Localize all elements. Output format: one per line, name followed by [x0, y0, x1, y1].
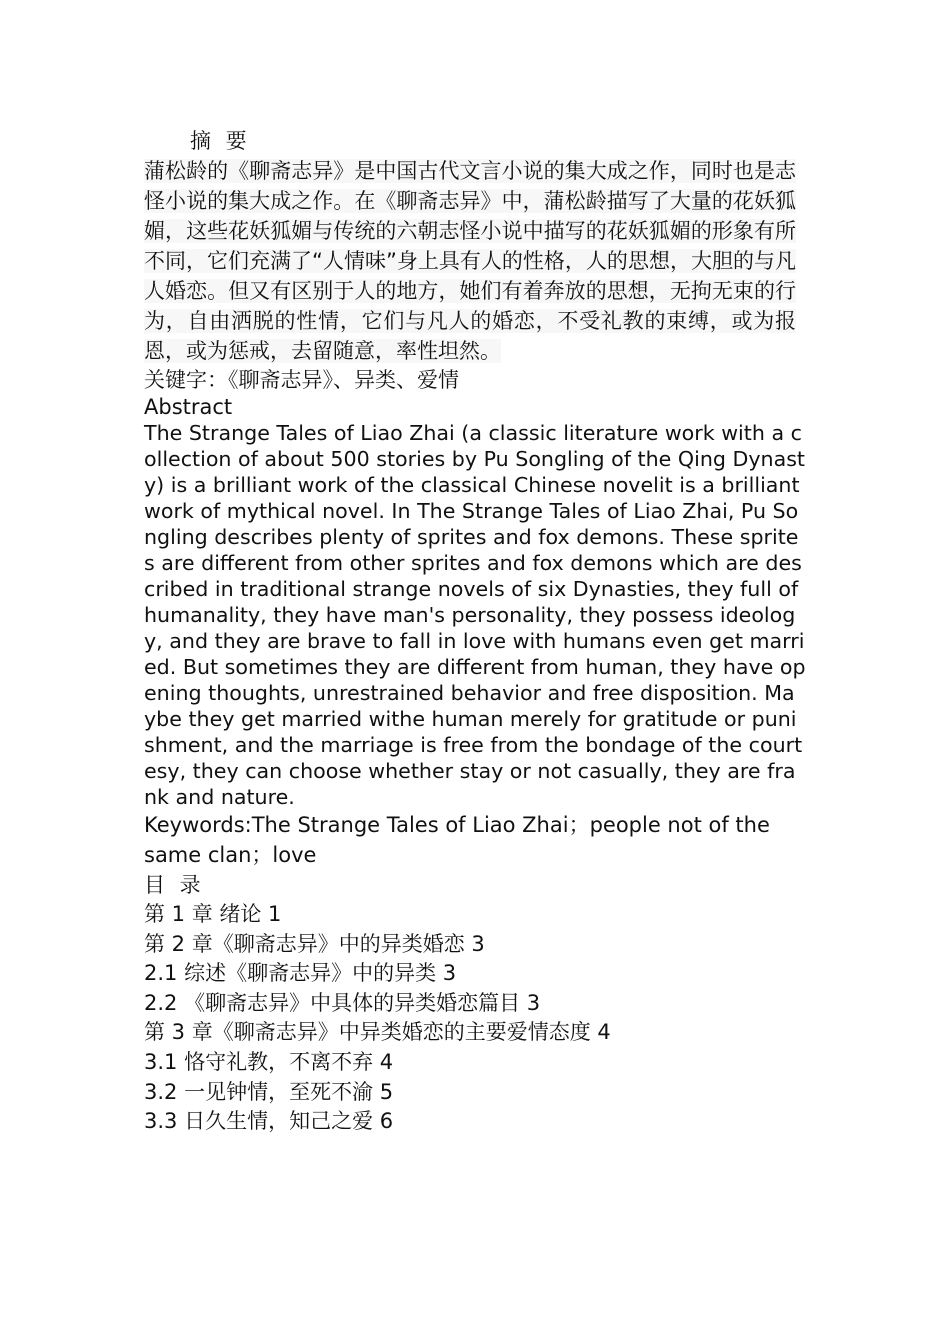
toc-list	[144, 900, 806, 1137]
toc-item-2-1[interactable]: 2.1 综述《聊斋志异》中的异类 3	[144, 961, 457, 986]
abstract-cn-body-text: 蒲松龄的《聊斋志异》是中国古代文言小说的集大成之作，同时也是志怪小说的集大成之作。在《聊斋志异》中，蒲松龄描写了大量的花妖狐媚，这些花妖狐媚与传统的六朝志怪小说中描写的花妖狐媚的形象有所不同，它们充满了“人情味”身上具有人的性格，人的思想，大胆的与凡人婚恋。但又有区别于人的地方，她们有着奔放的思想，无拘无束的行为，自由洒脱的性情，它们与凡人的婚恋，不受礼教的束缚，或为报恩，或为惩戒，去留随意，率性坦然。	[144, 159, 796, 363]
abstract-en-body: The Strange Tales of Liao Zhai (a classic literature work with a collection of about 500 stories by Pu Songling of the Qing Dynasty) is a brilliant work of the classical Chinese novelit is a brilliant work of mythical novel. In The Strange Tales of Liao Zhai, Pu Songling describes plenty of sprites and fox demons. These sprites are different from other sprites and fox demons which are described in traditional strange novels of six Dynasties, they full of humanality, they have man's personality, they possess ideology, and they are brave to fall in love with humans even get married. But sometimes they are different from human, they have opening thoughts, unrestrained behavior and free disposition. Maybe they get married withe human merely for gratitude or punishment, and the marriage is free from the bondage of the courtesy, they can choose whether stay or not casually, they are frank and nature.	[144, 421, 806, 809]
toc-item-3-3[interactable]: 3.3 日久生情，知己之爱 6	[144, 1109, 394, 1134]
toc-item-2-2[interactable]: 2.2 《聊斋志异》中具体的异类婚恋篇目 3	[144, 990, 541, 1015]
document-page	[144, 126, 806, 1137]
abstract-cn-keywords: 关键字：《聊斋志异》、异类、爱情	[144, 368, 459, 392]
abstract-cn-heading: 摘 要	[190, 129, 251, 153]
toc-item-3-1[interactable]: 3.1 恪守礼教，不离不弃 4	[144, 1049, 394, 1074]
abstract-en-keywords: Keywords:The Strange Tales of Liao Zhai；people not of the same clan；love	[144, 813, 770, 867]
toc-item-ch3[interactable]: 第 3 章《聊斋志异》中异类婚恋的主要爱情态度 4	[144, 1020, 611, 1045]
abstract-cn-body	[144, 156, 796, 366]
toc-title: 目 录	[144, 873, 205, 897]
toc-item-3-2[interactable]: 3.2 一见钟情，至死不渝 5	[144, 1079, 394, 1104]
toc-item-ch1[interactable]: 第 1 章 绪论 1	[144, 902, 282, 926]
toc-item-ch2[interactable]: 第 2 章《聊斋志异》中的异类婚恋 3	[144, 931, 485, 956]
abstract-en-heading: Abstract	[144, 395, 233, 419]
